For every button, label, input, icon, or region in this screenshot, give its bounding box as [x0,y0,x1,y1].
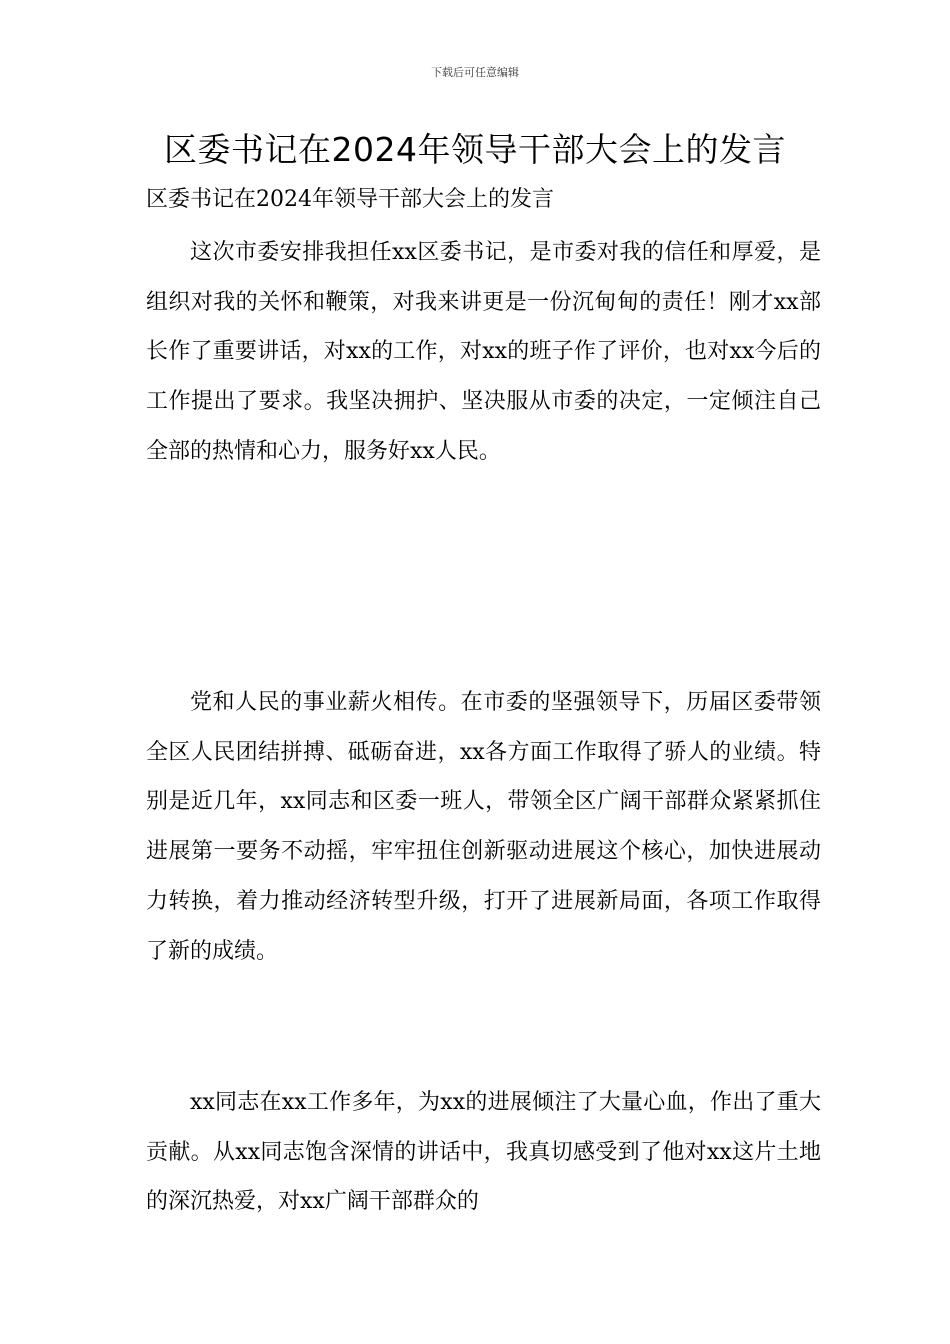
header-note: 下载后可任意编辑 [431,66,519,79]
body-paragraph-3: xx同志在xx工作多年，为xx的进展倾注了大量心血，作出了重大贡献。从xx同志饱含深情的讲话中，我真切感受到了他对xx这片土地的深沉热爱，对xx广阔干部群众的 [146,1090,821,1215]
body-paragraph-1: 这次市委安排我担任xx区委书记，是市委对我的信任和厚爱，是组织对我的关怀和鞭策，对我来讲更是一份沉甸甸的责任！刚才xx部长作了重要讲话，对xx的工作，对xx的班子作了评价，也对xx今后的工作提出了要求。我坚决拥护、坚决服从市委的决定，一定倾注自己全部的热情和心力，服务好xx人民。 [146,240,821,464]
document-title: 区委书记在2024年领导干部大会上的发言 [164,130,786,169]
body-paragraph-2: 党和人民的事业薪火相传。在市委的坚强领导下，历届区委带领全区人民团结拼搏、砥砺奋进，xx各方面工作取得了骄人的业绩。特别是近几年，xx同志和区委一班人，带领全区广阔干部群众紧紧抓住进展第一要务不动摇，牢牢扭住创新驱动进展这个核心，加快进展动力转换，着力推动经济转型升级，打开了进展新局面，各项工作取得了新的成绩。 [146,690,821,964]
document-subtitle: 区委书记在2024年领导干部大会上的发言 [146,187,554,212]
